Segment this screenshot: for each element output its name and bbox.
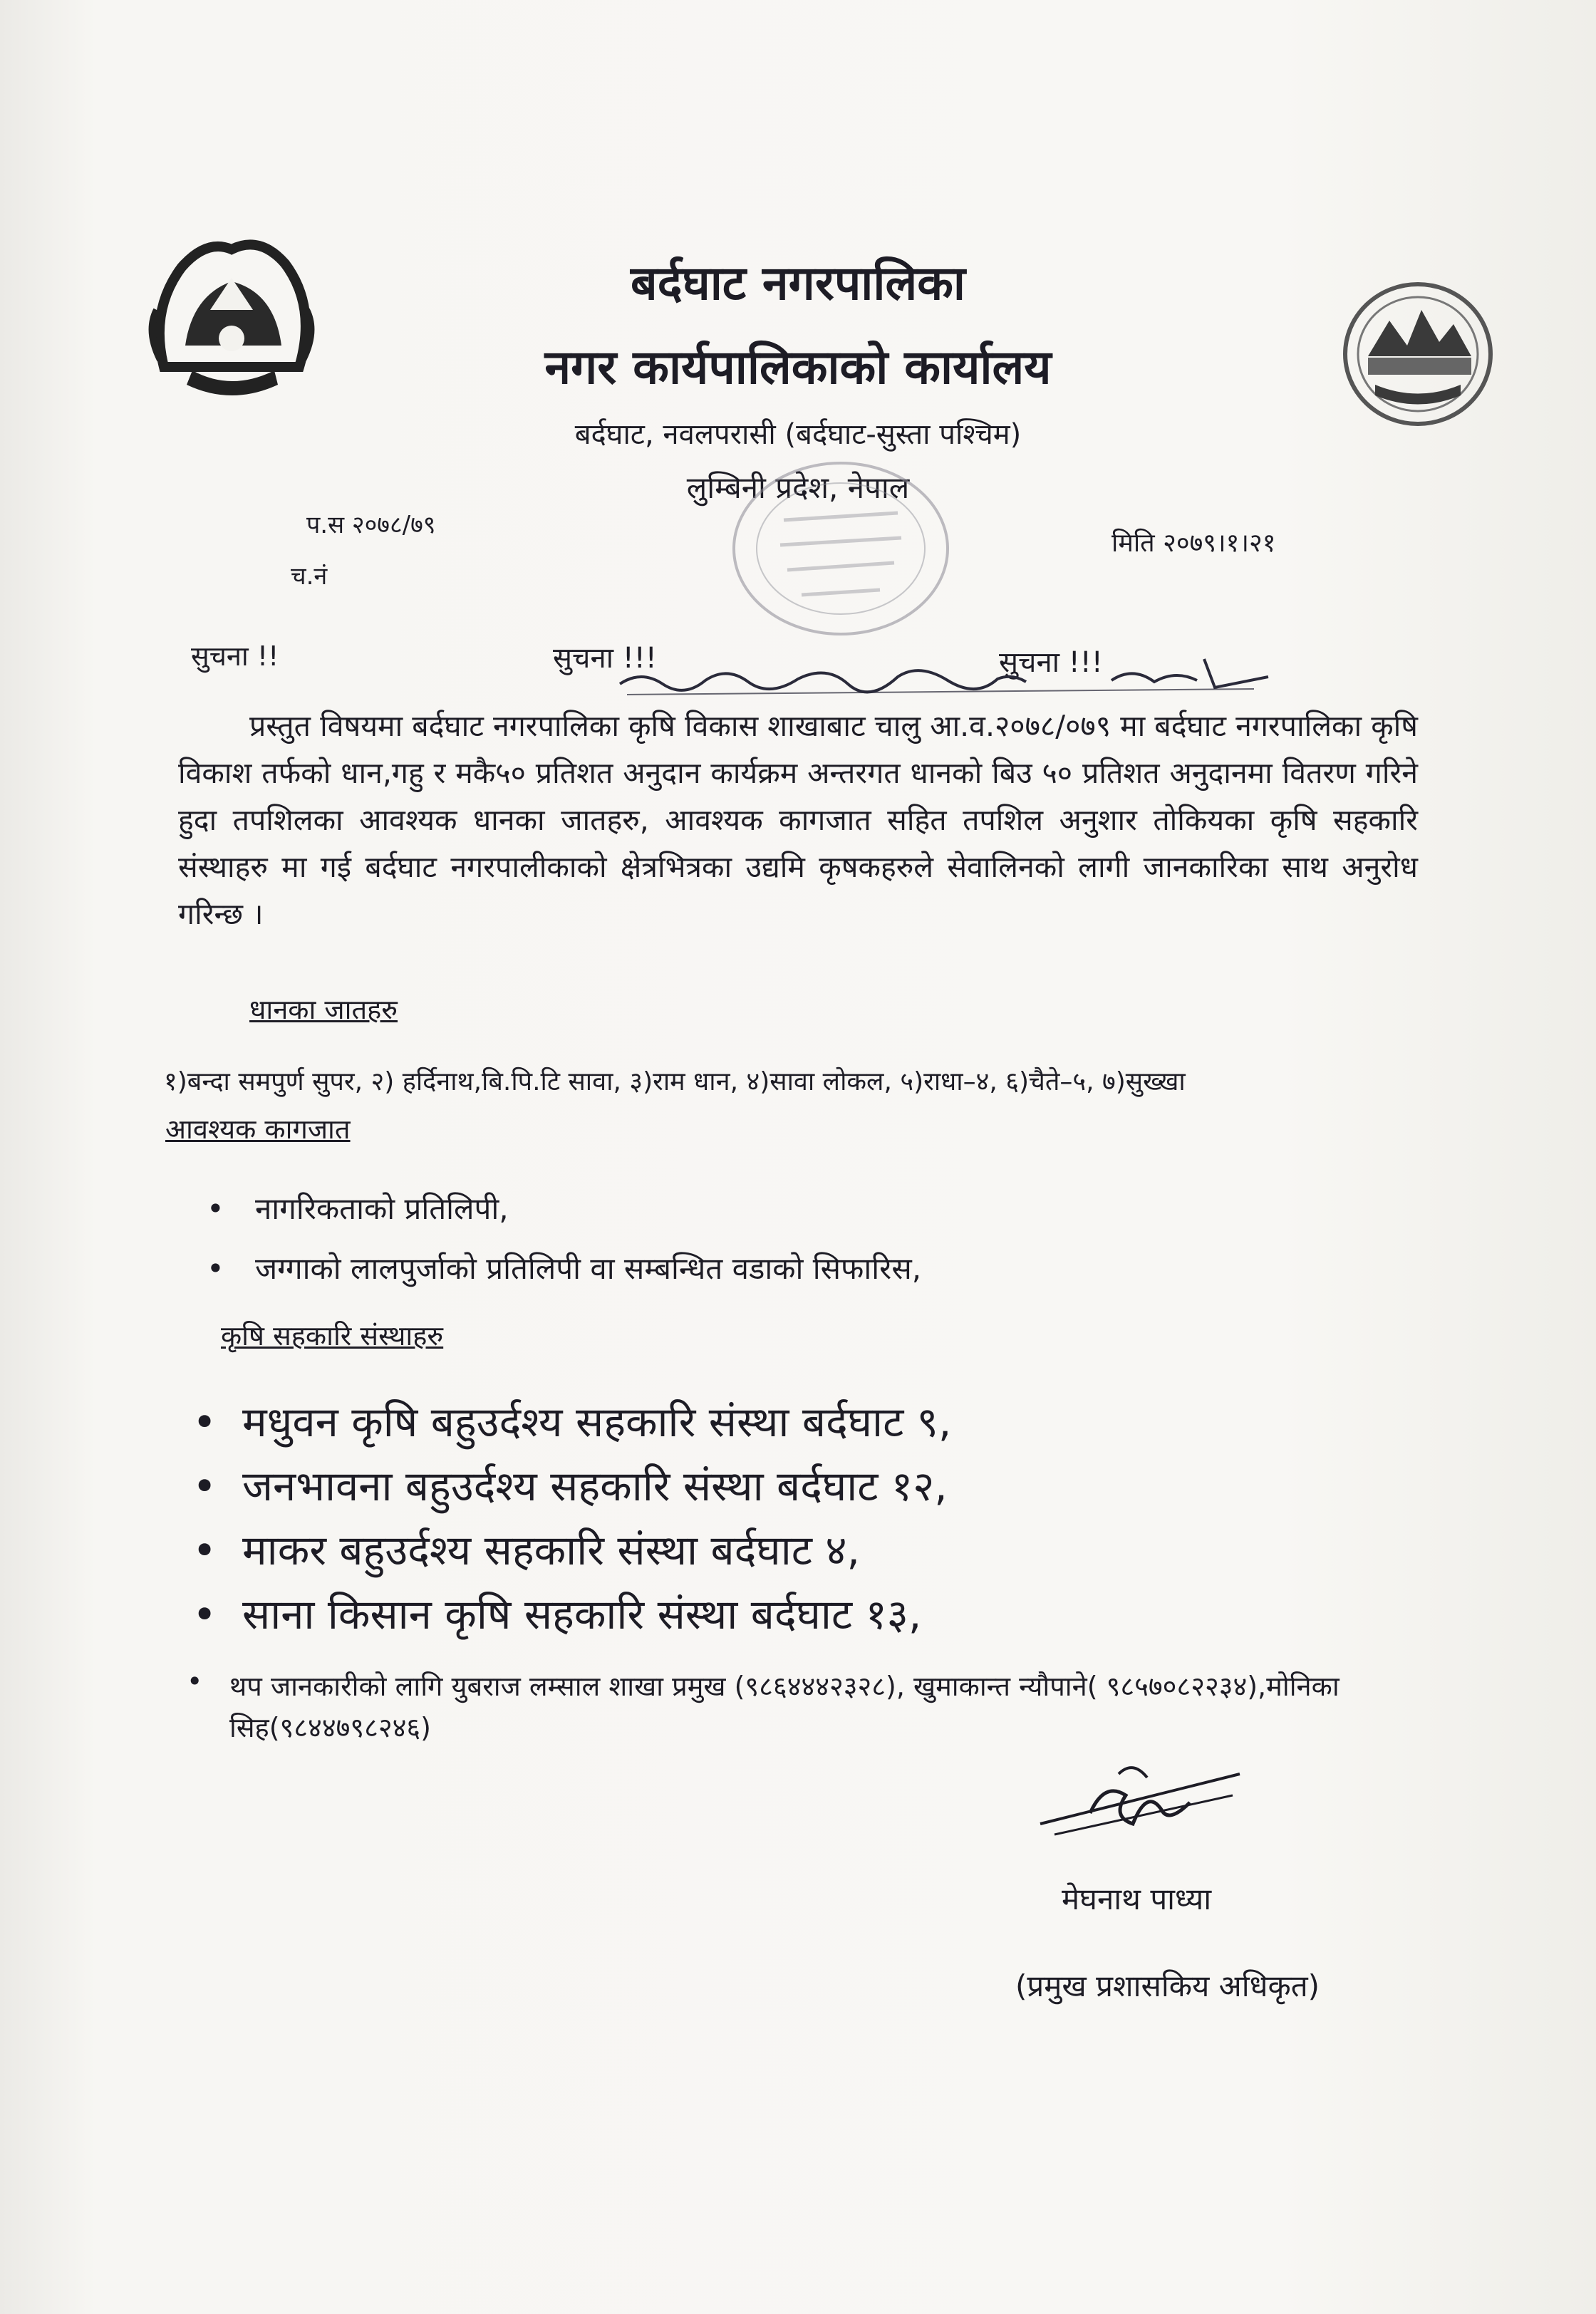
list-item: • नागरिकताको प्रतिलिपी, bbox=[207, 1191, 1347, 1227]
required-documents-heading: आवश्यक कागजात bbox=[165, 1114, 351, 1145]
list-item: • मधुवन कृषि बहुउर्दश्य सहकारि संस्था बर्दघाट ९, bbox=[192, 1398, 1446, 1446]
office-stamp-icon bbox=[720, 449, 962, 648]
list-item: • साना किसान कृषि सहकारि संस्था बर्दघाट १३, bbox=[192, 1590, 1446, 1639]
office-name: नगर कार्यपालिकाको कार्यालय bbox=[544, 340, 1052, 395]
contact-bullet: • bbox=[187, 1666, 203, 1697]
notice-body-paragraph: प्रस्तुत विषयमा बर्दघाट नगरपालिका कृषि विकास शाखाबाट चालु आ.व.२०७८/०७९ मा बर्दघाट नगरपालिका कृषि विकाश तर्फको धान,गहु र मकै५० प्रतिशत अनुदान कार्यक्रम अन्तरगत धानको बिउ ५० प्रतिशत अनुदानमा वितरण गरिने हुदा तपशिलका आवश्यक धानका जातहरु, आवश्यक कागजात सहित तपशिल अनुशार तोकियका कृषि सहकारि संस्थाहरु मा गई बर्दघाट नगरपालीकाको क्षेत्रभित्रका उद्यमि कृषकहरुले सेवालिनको लागी जानकारिका साथ अनुरोध गरिन्छ । bbox=[178, 709, 1418, 931]
municipality-name: बर्दघाट नगरपालिका bbox=[630, 256, 966, 311]
office-province: लुम्बिनी प्रदेश, नेपाल bbox=[686, 470, 910, 505]
notice-label-right: सुचना !!! bbox=[999, 646, 1103, 679]
notice-label-left: सुचना !! bbox=[191, 640, 279, 672]
contact-info: थप जानकारीको लागि युबराज लम्साल शाखा प्रमुख (९८६४४४२३२८), खुमाकान्त न्यौपाने( ९८५७०८२२३४),मोनिका सिह(९८४४७९८२४६) bbox=[229, 1671, 1340, 1743]
dispatch-number: च.नं bbox=[291, 562, 328, 591]
reference-number: प.स २०७८/७९ bbox=[306, 511, 436, 539]
office-address: बर्दघाट, नवलपरासी (बर्दघाट-सुस्ता पश्चिम) bbox=[574, 418, 1022, 451]
list-item: • जनभावना बहुउर्दश्य सहकारि संस्था बर्दघाट १२, bbox=[192, 1462, 1446, 1510]
letter-date: मिति २०७९।१।२१ bbox=[1112, 529, 1276, 558]
list-item: • जग्गाको लालपुर्जाको प्रतिलिपी वा सम्बन्धित वडाको सिफारिस, bbox=[207, 1251, 1347, 1287]
handwritten-note-icon bbox=[613, 645, 1275, 709]
cooperatives-list bbox=[192, 1398, 1446, 1654]
signatory-title: (प्रमुख प्रशासकिय अधिकृत) bbox=[1015, 1968, 1320, 2003]
cooperatives-heading: कृषि सहकारि संस्थाहरु bbox=[221, 1320, 444, 1351]
notice-label-center: सुचना !!! bbox=[553, 642, 657, 675]
signatory-name: मेघनाथ पाध्या bbox=[1062, 1882, 1212, 1916]
required-documents-list bbox=[207, 1191, 1347, 1311]
signature-icon bbox=[1026, 1745, 1254, 1859]
paddy-varieties-list: १)बन्दा समपुर्ण सुपर, २) हर्दिनाथ,बि.पि.टि सावा, ३)राम धान, ४)सावा लोकल, ५)राधा–४, ६)चैते–५, ७)सुख्खा bbox=[164, 1067, 1186, 1096]
paddy-varieties-heading: धानका जातहरु bbox=[249, 994, 398, 1025]
list-item: • माकर बहुउर्दश्य सहकारि संस्था बर्दघाट ४, bbox=[192, 1526, 1446, 1574]
